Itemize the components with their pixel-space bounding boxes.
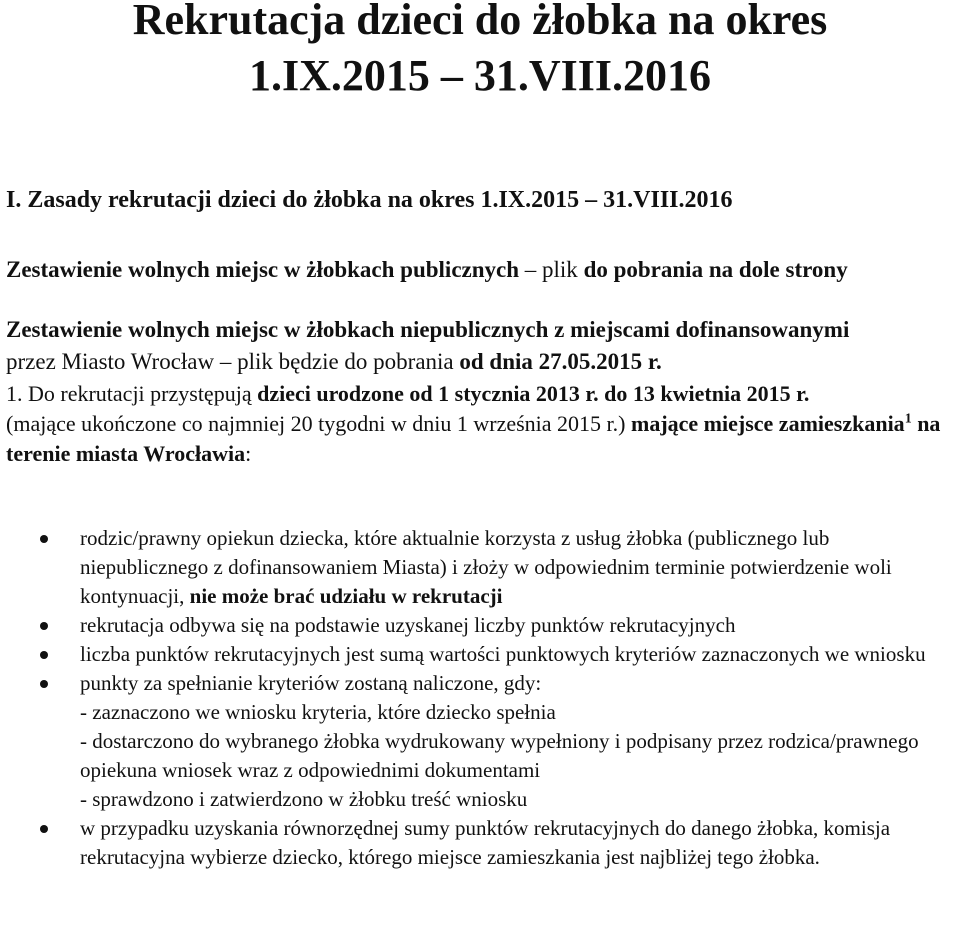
- page-title: [0, 0, 960, 104]
- list-item-bold: nie może brać udziału w rekrutacji: [189, 584, 503, 608]
- bullet-icon: [40, 535, 48, 543]
- public-nurseries-download-note: do pobrania na dole strony: [583, 257, 848, 282]
- nonpublic-nurseries-title: Zestawienie wolnych miejsc w żłobkach niepublicznych z miejscami dofinansowanymi: [6, 317, 850, 342]
- bullet-icon: [40, 651, 48, 659]
- bullet-icon: [40, 825, 48, 833]
- list-item-text: w przypadku uzyskania równorzędnej sumy punktów rekrutacyjnych do danego żłobka, komisja rekrutacyjna wybierze dziecko, którego miejsce zamieszkania jest najbliżej tego żłobka.: [80, 816, 891, 869]
- section-heading: I. Zasady rekrutacji dzieci do żłobka na okres 1.IX.2015 – 31.VIII.2016: [6, 187, 733, 213]
- bullet-icon: [40, 680, 48, 688]
- eligibility-birth-range: dzieci urodzone od 1 stycznia 2013 r. do 13 kwietnia 2015 r.: [257, 381, 810, 406]
- list-item: [0, 524, 960, 611]
- eligibility-intro: 1. Do rekrutacji przystępują: [6, 381, 258, 406]
- public-nurseries-dash: – plik: [519, 257, 584, 282]
- list-item: [0, 611, 960, 640]
- public-nurseries-heading: [6, 254, 956, 286]
- list-item-text: rodzic/prawny opiekun dziecka, które aktualnie korzysta z usług żłobka (publicznego lub niepublicznego z dofinansowaniem Miasta) i złoży w odpowiednim terminie potwierdzenie woli kontynuacji,: [80, 526, 892, 608]
- eligibility-residence: mające miejsce zamieszkania: [625, 411, 905, 436]
- title-line-1: Rekrutacja dzieci do żłobka na okres: [132, 0, 828, 44]
- eligibility-paragraph: [6, 379, 956, 469]
- public-nurseries-title: Zestawienie wolnych miejsc w żłobkach publicznych: [6, 257, 520, 282]
- list-item: [0, 640, 960, 669]
- nonpublic-nurseries-date: od dnia 27.05.2015 r.: [459, 349, 662, 374]
- footnote-marker: 1: [904, 411, 912, 427]
- list-item-text: liczba punktów rekrutacyjnych jest sumą wartości punktowych kryteriów zaznaczonych we wniosku: [80, 642, 926, 666]
- list-item: [0, 669, 960, 814]
- list-item-text: punkty za spełnianie kryteriów zostaną naliczone, gdy:: [80, 671, 542, 695]
- list-subline: - sprawdzono i zatwierdzono w żłobku treść wniosku: [80, 787, 528, 811]
- rules-list: [0, 524, 960, 872]
- nonpublic-nurseries-note: przez Miasto Wrocław – plik będzie do pobrania: [6, 349, 460, 374]
- list-subline: - dostarczono do wybranego żłobka wydrukowany wypełniony i podpisany przez rodzica/prawnego opiekuna wniosek wraz z odpowiednimi dokumentami: [80, 729, 919, 782]
- eligibility-colon: :: [245, 441, 252, 466]
- eligibility-age-note: (mające ukończone co najmniej 20 tygodni w dniu 1 września 2015 r.): [6, 411, 626, 436]
- list-subline: - zaznaczono we wniosku kryteria, które dziecko spełnia: [80, 700, 556, 724]
- nonpublic-nurseries-heading: [6, 314, 956, 378]
- list-item-text: rekrutacja odbywa się na podstawie uzyskanej liczby punktów rekrutacyjnych: [80, 613, 736, 637]
- eligibility-city: na terenie miasta Wrocławia: [6, 411, 941, 466]
- bullet-icon: [40, 622, 48, 630]
- list-item: [0, 814, 960, 872]
- title-line-2: 1.IX.2015 – 31.VIII.2016: [248, 51, 712, 100]
